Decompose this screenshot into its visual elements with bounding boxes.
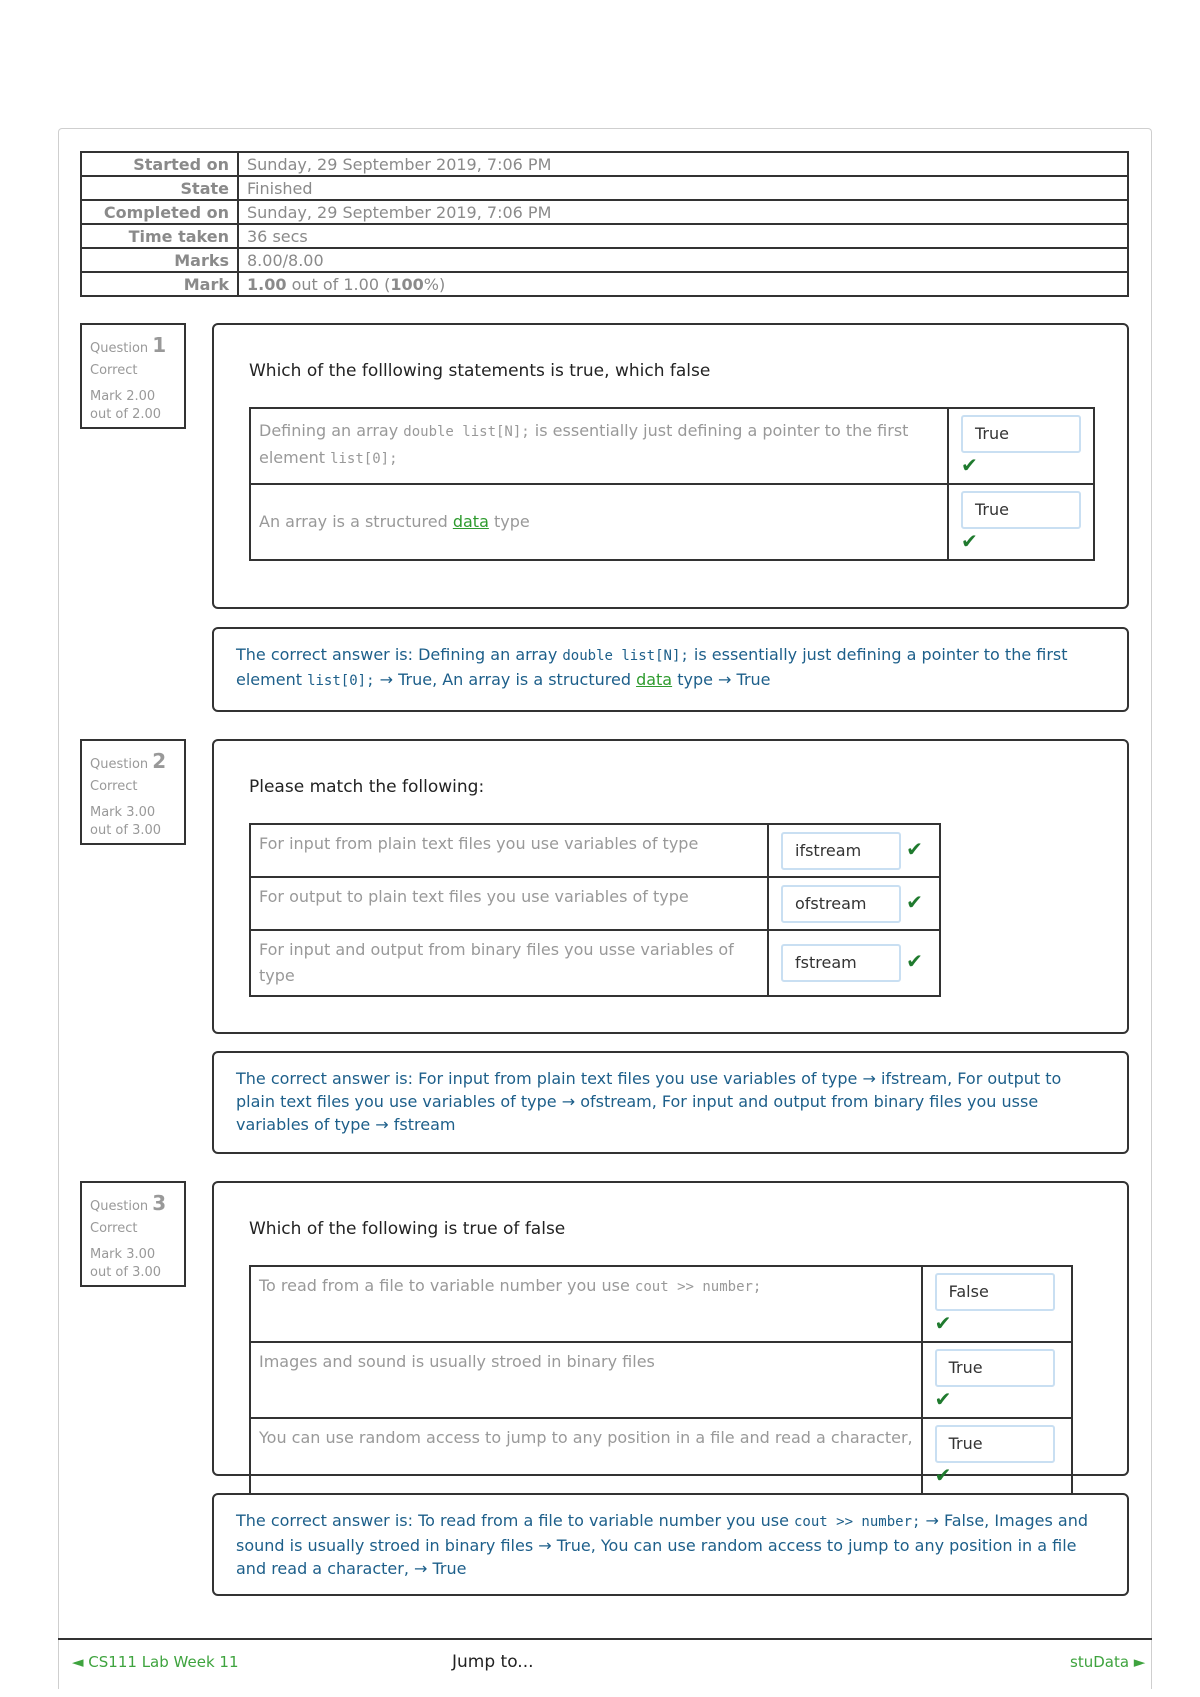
summary-label: Completed on [81,200,238,224]
answer-control [922,1418,1072,1494]
answer-statement: You can use random access to jump to any position in a file and read a character, [250,1418,922,1494]
question-state: Correct [90,1221,138,1236]
answer-row [250,1342,1072,1418]
grade-percent-sign: %) [423,274,446,294]
statement-text: is essentially just defining a pointer to the first element [259,421,909,467]
check-icon: ✔ [934,1387,952,1411]
question-number-value: 3 [152,1191,167,1215]
question-info-3 [80,1181,186,1287]
answer-row [250,877,940,930]
question-box-1 [212,323,1129,609]
footer-divider [58,1638,1152,1640]
answer-table [249,823,941,997]
check-icon: ✔ [906,836,923,861]
answer-control [922,1266,1072,1342]
answer-control [768,824,940,877]
answer-row [250,408,1094,484]
answer-statement: For output to plain text files you use variables of type [250,877,768,930]
summary-value: Sunday, 29 September 2019, 7:06 PM [238,200,1128,224]
question-info-1 [80,323,186,429]
feedback-text: → False, Images and sound is usually stroed in binary files → True, You can use random access to jump to any position in a file and read a character, → True [236,1511,1088,1578]
glossary-link-data[interactable]: data [452,512,489,531]
answer-statement [250,408,948,484]
question-label: Question [90,757,149,772]
check-icon: ✔ [961,453,978,477]
feedback-box-1 [212,627,1129,712]
feedback-text: The correct answer is: To read from a file to variable number you use [236,1511,794,1530]
next-activity-link[interactable]: stuData ► [1070,1653,1146,1671]
question-state: Correct [90,779,138,794]
answer-row [250,484,1094,560]
question-mark: Mark 3.00 out of 3.00 [90,1247,162,1280]
answer-select[interactable]: ofstream [781,885,901,923]
summary-value: Sunday, 29 September 2019, 7:06 PM [238,152,1128,176]
answer-control [768,930,940,996]
answer-select[interactable]: False [935,1273,1055,1311]
answer-select[interactable]: True [961,491,1081,529]
question-text: Which of the following is true of false [249,1219,566,1239]
attempt-summary-table [80,151,1129,297]
check-icon: ✔ [934,1311,952,1335]
question-number-value: 1 [152,333,167,357]
summary-value: 36 secs [238,224,1128,248]
jump-to-select[interactable]: Jump to... [452,1652,534,1672]
summary-label: Time taken [81,224,238,248]
question-mark: Mark 3.00 out of 3.00 [90,805,162,838]
code-snippet: double list[N]; [403,424,530,440]
code-snippet: list[0]; [307,673,375,689]
code-snippet: cout >> number; [634,1279,762,1295]
check-icon: ✔ [934,1463,952,1487]
question-number-value: 2 [152,749,167,773]
question-box-3 [212,1181,1129,1487]
answer-statement: For input and output from binary files you usse variables of type [250,930,768,996]
feedback-box-3 [212,1493,1129,1596]
summary-label: Mark [81,272,238,296]
summary-row [81,152,1128,176]
previous-activity-link[interactable]: ◄ CS111 Lab Week 11 [72,1653,239,1671]
answer-select[interactable]: True [935,1425,1055,1463]
question-number [90,333,176,357]
summary-row [81,200,1128,224]
summary-value: Finished [238,176,1128,200]
feedback-text: The correct answer is: Defining an array [236,645,563,664]
statement-text: To read from a file to variable number you use [259,1276,635,1295]
answer-statement: For input from plain text files you use variables of type [250,824,768,877]
answer-statement [250,484,948,560]
answer-table [249,407,1095,561]
feedback-text: → True, An array is a structured [374,670,637,689]
answer-select[interactable]: ifstream [781,832,901,870]
summary-row [81,224,1128,248]
question-text: Please match the following: [249,777,485,797]
code-snippet: list[0]; [330,451,398,467]
summary-row [81,176,1128,200]
summary-row [81,272,1128,296]
answer-control [768,877,940,930]
statement-text: An array is a structured [259,512,453,531]
question-number [90,749,176,773]
statement-text: Defining an array [259,421,404,440]
answer-row [250,1418,1072,1494]
answer-select[interactable]: True [961,415,1081,453]
code-snippet: double list[N]; [562,648,689,664]
question-label: Question [90,1199,149,1214]
question-number [90,1191,176,1215]
answer-row [250,824,940,877]
summary-label: State [81,176,238,200]
summary-label: Started on [81,152,238,176]
summary-value [238,272,1128,296]
question-text: Which of the folllowing statements is true, which false [249,361,711,381]
question-label: Question [90,341,149,356]
check-icon: ✔ [906,889,923,914]
answer-select[interactable]: fstream [781,944,901,982]
question-info-2 [80,739,186,845]
check-icon: ✔ [906,949,923,973]
grade-out-of: out of 1.00 ( [286,274,391,294]
summary-row [81,248,1128,272]
summary-label: Marks [81,248,238,272]
code-snippet: cout >> number; [794,1514,921,1530]
summary-value: 8.00/8.00 [238,248,1128,272]
feedback-box-2: The correct answer is: For input from plain text files you use variables of type → ifstream, For output to plain text files you use variables of type → ofstream, For input and output from binary files you usse variables of type → fstream [212,1051,1129,1154]
answer-row [250,930,940,996]
answer-table [249,1265,1073,1495]
check-icon: ✔ [961,529,978,553]
question-state: Correct [90,363,138,378]
answer-control [948,484,1094,560]
answer-statement: Images and sound is usually stroed in binary files [250,1342,922,1418]
answer-control [948,408,1094,484]
answer-select[interactable]: True [935,1349,1055,1387]
answer-statement [250,1266,922,1342]
question-mark: Mark 2.00 out of 2.00 [90,389,162,422]
answer-row [250,1266,1072,1342]
glossary-link-data[interactable]: data [636,670,673,689]
statement-text: type [488,512,530,531]
feedback-text: type → True [672,670,771,689]
grade-value: 1.00 [247,274,287,294]
grade-percent: 100 [390,274,424,294]
question-box-2 [212,739,1129,1034]
answer-control [922,1342,1072,1418]
feedback-text: is essentially just defining a pointer to the first element [236,645,1068,689]
